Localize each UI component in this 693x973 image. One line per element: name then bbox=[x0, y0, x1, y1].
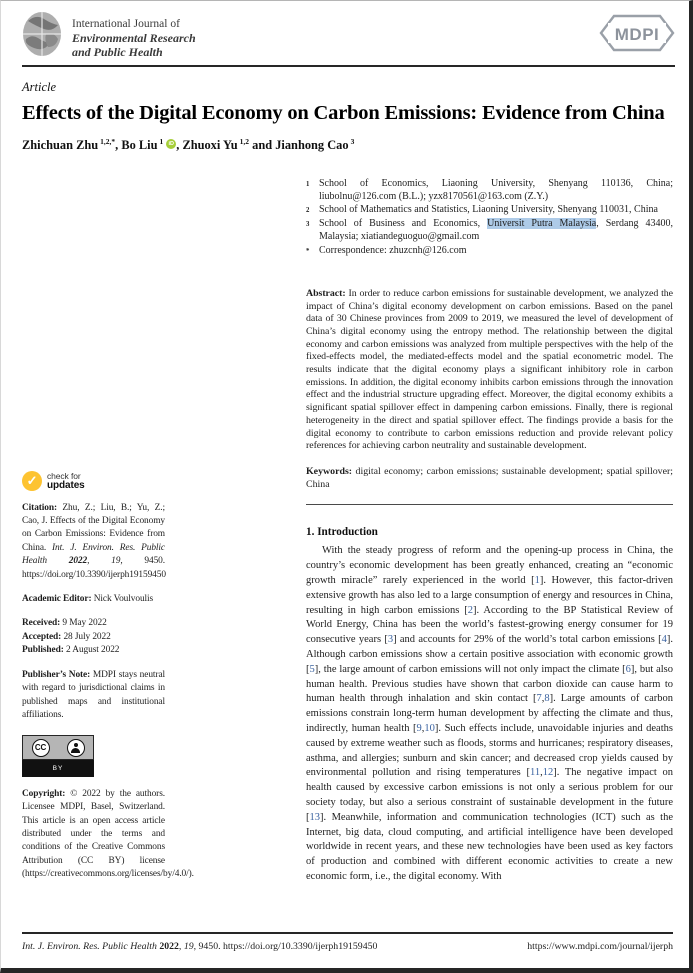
citation-ref[interactable]: 6 bbox=[625, 663, 631, 675]
citation-ref[interactable]: 13 bbox=[309, 811, 320, 823]
published-date: Published: 2 August 2022 bbox=[22, 645, 120, 656]
author-affiliation-sup: 1,2 bbox=[239, 136, 250, 146]
author-affiliation-sup: 3 bbox=[350, 136, 355, 146]
citation-ref[interactable]: 9 bbox=[416, 722, 422, 734]
by-label: BY bbox=[22, 760, 94, 776]
introduction-paragraph: With the steady progress of reform and the opening-up process in China, the country’s economic development has been greatly enhanced, creating an “economic growth miracle” rarely experienced in the world [1]. However, this factor-driven extensive growth has also led to a large consumption of energy and resources in China, resulting in high carbon emissions [2]. According to the BP Statistical Review of World Energy, China has been the world’s fastest-growing energy consumer for 19 consecutive years [3] and accounts for 29% of the world’s total carbon emissions [4]. Although carbon emissions show a certain positive association with economic growth [5], the large amount of carbon emissions will not only impact the climate [6], but also human health. Previous studies have shown that carbon dioxide can cause harm to human health through inhalation and skin contact [7,8]. Large amounts of carbon emissions constrain long-term human development by affecting the climate and thus, indirectly, human health [9,10]. Such effects include, unavoidable injuries and deaths caused by extreme weather such as floods, storms and hurricanes; respiratory diseases, asthma, and allergies; sunburn and skin cancer; and decreased crop yields caused by environmental pollution and rising temperatures [11,12]. The negative impact on health caused by excessive carbon emissions is not only a serious problem for our society today, but also a serious constraint of sustainable development in the future [13]. Meanwhile, information and communication technologies (ICT) such as the Internet, big data, cloud computing, and artificial intelligence have been developed worldwide in recent years, and these new technologies have been used as key factors of production and combined with different economic activities to create a new economic form, i.e., the digital economy. With bbox=[306, 545, 673, 882]
header-rule bbox=[22, 65, 675, 67]
keywords-line: Keywords: digital economy; carbon emissions; sustainable development; spatial spillover; China bbox=[306, 465, 673, 490]
citation-ref[interactable]: 1 bbox=[534, 574, 540, 586]
journal-globe-logo-icon bbox=[22, 11, 62, 62]
left-margin-column bbox=[22, 161, 194, 885]
citation-ref[interactable]: 7 bbox=[536, 693, 542, 705]
check-for-updates-badge[interactable] bbox=[22, 471, 165, 491]
author-name: Jianhong Cao bbox=[275, 137, 349, 152]
citation-ref[interactable]: 2 bbox=[467, 604, 473, 616]
accepted-date: Accepted: 28 July 2022 bbox=[22, 631, 111, 642]
publishers-note-block: Publisher’s Note: MDPI stays neutral with regard to jurisdictional claims in published maps and institutional affiliations. bbox=[22, 669, 166, 720]
author-name: Zhuoxi Yu bbox=[182, 137, 238, 152]
abstract-paragraph: Abstract: In order to reduce carbon emissions for sustainable development, we analyzed the impact of China’s digital economy development on carbon emissions. Based on the panel data of 30 Chinese provinces from 2009 to 2019, we measured the level of development of China’s digital economy using the entropy method. The relationship between the digital economy and carbon emissions was analyzed from multiple perspectives with the help of the fixed-effects model, the mediated-effects model and the spatial econometric model. The results indicate that the digital economy plays a significant inhibitory role in carbon emissions. In addition, the digital economy inhibits carbon emissions through the innovation effect and the industrial structure upgrading effect. Moreover, the digital economy exhibits a significant spatial spillover effect in dampening carbon emissions. Finally, there is regional heterogeneity in the direct and spatial spillover effect. The findings provide a basis for the digital economy to contribute to carbon emissions reduction and provide relevant policy references for achieving carbon neutrality and sustainable development. bbox=[306, 287, 673, 452]
check-for-updates-line2: updates bbox=[47, 479, 85, 491]
citation-ref[interactable]: 8 bbox=[544, 693, 550, 705]
author-line: Zhichuan Zhu $^{1,2,*}$, Bo Liu $^1$ iD , Zhuoxi Yu $^{1,2}$ and Jianhong Cao $^3$ bbox=[22, 136, 355, 152]
affiliation-item: 3 School of Business and Economics, Universit Putra Malaysia, Serdang 43400, Malaysia; xiatiandeguoguo@gmail.com bbox=[306, 218, 673, 243]
citation-ref[interactable]: 4 bbox=[661, 634, 667, 646]
svg-text:MDPI: MDPI bbox=[614, 25, 660, 44]
selection-highlight[interactable]: Universit Putra Malaysia bbox=[487, 218, 597, 230]
citation-ref[interactable]: 12 bbox=[542, 767, 554, 779]
citation-ref[interactable]: 10 bbox=[424, 722, 435, 734]
received-date: Received: 9 May 2022 bbox=[22, 618, 107, 629]
journal-name: International Journal of Environmental Research and Public Health bbox=[72, 17, 196, 59]
footer-doi-link[interactable]: https://doi.org/10.3390/ijerph19159450 bbox=[223, 941, 378, 952]
citation-ref[interactable]: 3 bbox=[387, 634, 394, 646]
author-name: Bo Liu bbox=[121, 137, 158, 152]
dates-block bbox=[22, 617, 165, 657]
check-for-updates-line1: check for bbox=[47, 470, 81, 481]
footer-citation: Int. J. Environ. Res. Public Health 2022, 19, 9450. https://doi.org/10.3390/ijerph19159450 bbox=[22, 941, 378, 952]
author-affiliation-sup: 1 bbox=[159, 136, 164, 146]
citation-ref[interactable]: 5 bbox=[309, 663, 315, 675]
keywords-separator-rule bbox=[306, 504, 673, 505]
author-name: Zhichuan Zhu bbox=[22, 137, 99, 152]
cc-icon: CC bbox=[32, 739, 50, 757]
cc-by-license-badge[interactable] bbox=[22, 735, 94, 776]
page-title: Effects of the Digital Economy on Carbon Emissions: Evidence from China bbox=[22, 102, 665, 124]
academic-editor-block: Academic Editor: Nick Voulvoulis bbox=[22, 594, 154, 605]
citation-block: Citation: Zhu, Z.; Liu, B.; Yu, Z.; Cao, J. Effects of the Digital Economy on Carbon Emissions: Evidence from China. Int. J. Environ. Res. Public Health 2022, 19, 9450. https://doi.org/10.3390/ijerph19159450 bbox=[22, 502, 166, 580]
affiliation-item: 1 School of Economics, Liaoning University, Shenyang 110136, China; liubolnu@126.com (B.L.); yzx8170561@163.com (Z.Y.) bbox=[306, 177, 673, 202]
section-heading-introduction: 1. Introduction bbox=[306, 526, 378, 539]
affiliation-item: 2 School of Mathematics and Statistics, Liaoning University, Shenyang 110031, China bbox=[306, 204, 658, 216]
orcid-icon[interactable]: iD bbox=[166, 139, 176, 149]
correspondence-item: * Correspondence: zhuzcnh@126.com bbox=[306, 244, 467, 256]
person-icon bbox=[67, 739, 85, 757]
mdpi-logo[interactable] bbox=[599, 13, 675, 58]
check-icon: ✓ bbox=[22, 471, 42, 491]
article-type-label: Article bbox=[22, 80, 57, 94]
journal-header bbox=[22, 11, 675, 62]
copyright-block: Copyright: © 2022 by the authors. Licensee MDPI, Basel, Switzerland. This article is an open access article distributed under the terms and conditions of the Creative Commons Attribution (CC BY) license (https://creativecommons.org/licenses/by/4.0/). bbox=[22, 788, 194, 880]
footer-journal-url[interactable]: https://www.mdpi.com/journal/ijerph bbox=[527, 941, 673, 952]
page-footer bbox=[22, 932, 673, 952]
author-affiliation-sup: 1,2,* bbox=[100, 136, 116, 146]
main-column bbox=[306, 161, 673, 885]
affiliations-list bbox=[306, 177, 673, 258]
citation-ref[interactable]: 11 bbox=[529, 767, 541, 779]
